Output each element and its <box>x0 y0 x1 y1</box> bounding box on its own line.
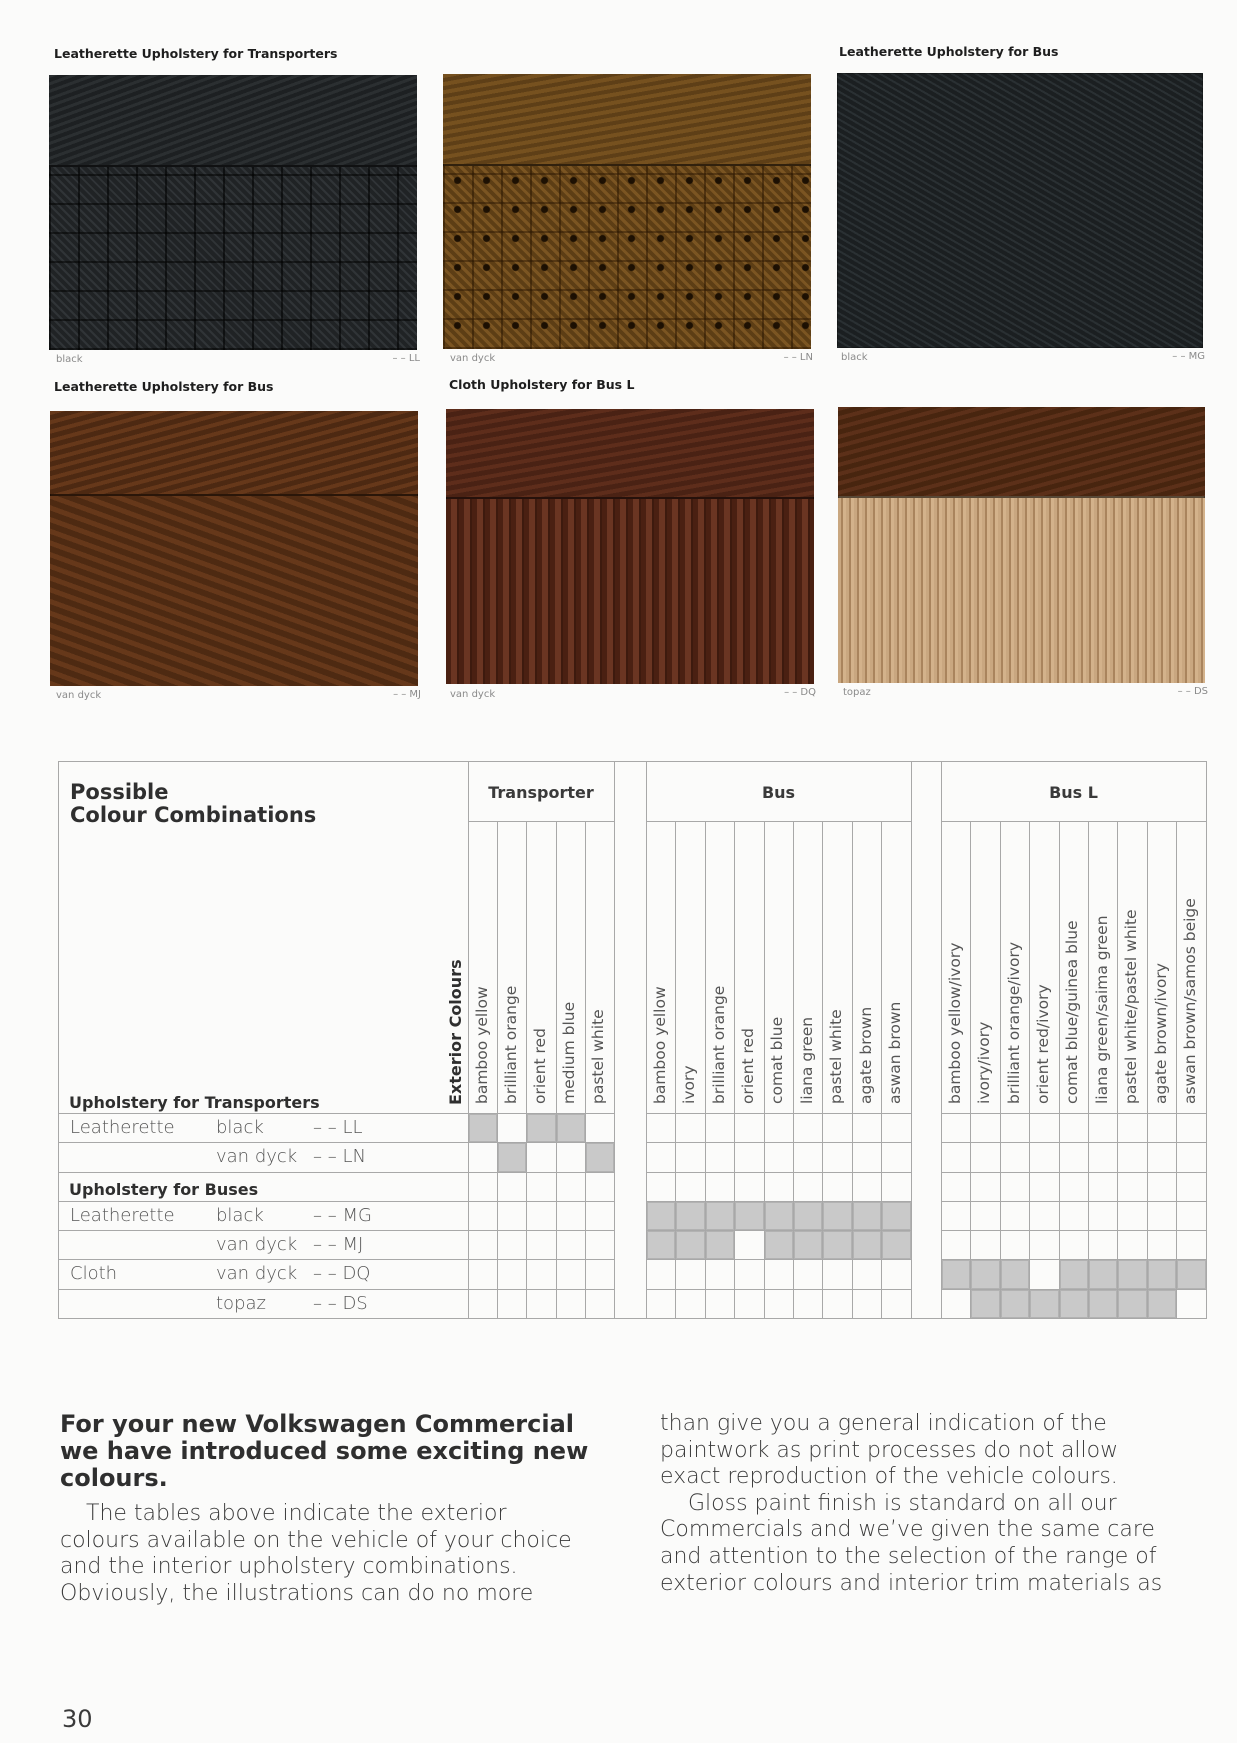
availability-cell-filled <box>1001 1290 1029 1318</box>
table-rule <box>1147 821 1148 1318</box>
availability-cell-filled <box>1148 1260 1176 1289</box>
availability-cell-filled <box>794 1202 822 1230</box>
availability-cell-filled <box>1089 1290 1117 1318</box>
exterior-colour-label: orient red <box>738 1028 757 1104</box>
availability-cell-filled <box>527 1114 556 1142</box>
article-line: colours available on the vehicle of your choice <box>60 1527 572 1553</box>
exterior-colour-label: comat blue/guinea blue <box>1063 920 1082 1104</box>
availability-cell-filled <box>942 1260 970 1289</box>
availability-cell-filled <box>823 1231 852 1259</box>
table-rule <box>646 761 911 762</box>
exterior-colour-label: orient red/ivory <box>1033 984 1052 1104</box>
table-rule <box>646 761 647 1319</box>
table-rule <box>822 821 823 1318</box>
exterior-colour-label: agate brown/ivory <box>1151 963 1170 1104</box>
exterior-colour-label: bamboo yellow <box>472 986 491 1104</box>
swatch-code: – – MJ <box>393 689 421 700</box>
row-colour: van dyck <box>216 1146 298 1167</box>
swatch-heading-cloth-bus-l: Cloth Upholstery for Bus L <box>449 377 635 392</box>
table-rule <box>646 1230 911 1231</box>
exterior-colour-label: pastel white/pastel white <box>1122 909 1141 1104</box>
table-rule <box>941 1318 1206 1319</box>
table-rule <box>468 1230 614 1231</box>
table-rule <box>58 1289 468 1290</box>
section-upholstery-transporters: Upholstery for Transporters <box>69 1093 320 1112</box>
row-material: Leatherette <box>70 1205 175 1226</box>
article-heading <box>60 1411 588 1492</box>
exterior-colour-label: liana green/saima green <box>1092 915 1111 1104</box>
table-rule <box>58 761 1206 762</box>
table-rule <box>646 1172 911 1173</box>
article-line: Gloss paint finish is standard on all our <box>688 1490 1117 1516</box>
table-rule <box>468 761 614 762</box>
exterior-colour-label: comat blue <box>768 1016 787 1104</box>
row-colour: topaz <box>216 1293 266 1314</box>
table-rule <box>1206 761 1207 1319</box>
article-right-column <box>660 1411 1162 1597</box>
availability-cell-filled <box>853 1202 881 1230</box>
table-rule <box>468 1318 614 1319</box>
swatch-van-dyck-mj <box>50 411 418 686</box>
availability-cell-filled <box>794 1231 822 1259</box>
table-rule <box>705 821 706 1318</box>
swatch-black-ll <box>49 75 417 350</box>
table-rule <box>468 1201 614 1202</box>
table-rule <box>58 1142 468 1143</box>
table-rule <box>646 1318 911 1319</box>
swatch-caption: van dyck <box>56 690 102 701</box>
article-heading-line: we have introduced some exciting new <box>60 1437 589 1465</box>
table-rule <box>646 1142 911 1143</box>
availability-cell-filled <box>469 1114 497 1142</box>
exterior-colour-label: brilliant orange/ivory <box>1004 941 1023 1104</box>
availability-cell-filled <box>557 1114 585 1142</box>
availability-cell-filled <box>586 1143 614 1172</box>
exterior-colours-label: Exterior Colours <box>446 959 465 1105</box>
exterior-colour-label: agate brown <box>856 1006 875 1104</box>
article-left-column <box>60 1501 572 1607</box>
availability-cell-filled <box>1118 1260 1147 1289</box>
swatch-caption: van dyck <box>450 353 496 364</box>
table-rule <box>58 1201 468 1202</box>
table-rule <box>646 1289 911 1290</box>
table-rule <box>58 1318 1206 1319</box>
article-line: exterior colours and interior trim materials as <box>660 1570 1163 1596</box>
swatch-heading-transporters: Leatherette Upholstery for Transporters <box>54 46 338 61</box>
article-line: than give you a general indication of the <box>660 1411 1107 1436</box>
article-line: Commercials and we’ve given the same care <box>660 1517 1155 1543</box>
article-line: and attention to the selection of the range of <box>660 1543 1157 1569</box>
exterior-colour-label: orient red <box>531 1028 549 1104</box>
table-rule <box>646 1113 911 1114</box>
exterior-colour-label: bamboo yellow/ivory <box>945 942 964 1104</box>
table-rule <box>970 821 971 1318</box>
table-rule <box>1117 821 1118 1318</box>
table-rule <box>941 821 1206 822</box>
exterior-colour-label: liana green <box>797 1016 816 1104</box>
exterior-colour-label: ivory <box>680 1065 699 1104</box>
table-rule <box>468 1172 614 1173</box>
table-rule <box>468 821 614 822</box>
table-rule <box>585 821 586 1318</box>
exterior-colour-label: pastel white <box>827 1009 846 1104</box>
availability-cell-filled <box>1118 1290 1147 1318</box>
table-rule <box>852 821 853 1318</box>
table-rule <box>734 821 735 1318</box>
table-rule <box>58 1230 468 1231</box>
availability-cell-filled <box>706 1202 734 1230</box>
availability-cell-filled <box>498 1143 526 1172</box>
table-rule <box>1176 821 1177 1318</box>
exterior-colour-label: pastel white <box>589 1009 608 1104</box>
row-code: – – LN <box>313 1146 366 1167</box>
row-code: – – LL <box>313 1117 363 1138</box>
swatch-code: – – DQ <box>784 687 816 698</box>
swatch-topaz-ds <box>838 407 1205 683</box>
article-heading-line: For your new Volkswagen Commercial <box>60 1410 574 1438</box>
table-rule <box>646 1259 911 1260</box>
article-line: The tables above indicate the exterior <box>86 1501 507 1526</box>
table-rule <box>58 1113 468 1114</box>
availability-cell-filled <box>676 1202 705 1230</box>
swatch-code: – – LN <box>783 352 813 363</box>
table-rule <box>941 1259 1206 1260</box>
row-material: Leatherette <box>70 1117 175 1138</box>
table-rule <box>675 821 676 1318</box>
availability-cell-filled <box>1060 1260 1088 1289</box>
swatch-caption: topaz <box>843 687 871 698</box>
table-rule <box>58 1172 468 1173</box>
table-rule <box>646 1201 911 1202</box>
table-rule <box>941 1201 1206 1202</box>
swatch-caption: black <box>841 352 868 363</box>
table-rule <box>793 821 794 1318</box>
availability-cell-filled <box>735 1202 764 1230</box>
table-rule <box>614 761 615 1319</box>
table-title: Possible <box>70 780 169 804</box>
swatch-heading-bus-lower: Leatherette Upholstery for Bus <box>54 379 274 394</box>
exterior-colour-label: aswan brown <box>885 1001 904 1104</box>
availability-cell-filled <box>882 1202 911 1230</box>
row-colour: van dyck <box>216 1263 298 1284</box>
availability-cell-filled <box>765 1231 793 1259</box>
table-rule <box>468 1142 614 1143</box>
swatch-caption: van dyck <box>450 689 496 700</box>
table-rule <box>497 821 498 1318</box>
group-header-bus-l: Bus L <box>1049 783 1098 802</box>
row-colour: black <box>216 1205 264 1226</box>
availability-cell-filled <box>823 1202 852 1230</box>
exterior-colour-label: ivory/ivory <box>975 1021 994 1104</box>
table-rule <box>468 1113 614 1114</box>
table-rule <box>526 821 527 1318</box>
row-code: – – DS <box>313 1293 368 1314</box>
group-header-bus: Bus <box>761 783 796 802</box>
availability-cell-filled <box>1060 1290 1088 1318</box>
availability-cell-filled <box>647 1231 675 1259</box>
table-rule <box>941 761 1206 762</box>
article-line: Obviously, the illustrations can do no more <box>60 1580 534 1606</box>
row-material: Cloth <box>70 1263 118 1284</box>
table-rule <box>941 1230 1206 1231</box>
table-rule <box>1000 821 1001 1318</box>
group-header-transporter: Transporter <box>488 783 594 802</box>
exterior-colour-label: aswan brown/samos beige <box>1180 898 1199 1104</box>
swatch-heading-bus: Leatherette Upholstery for Bus <box>839 44 1059 59</box>
table-title: Colour Combinations <box>70 803 317 827</box>
table-rule <box>556 821 557 1318</box>
table-rule <box>468 761 469 1319</box>
exterior-colour-label: brilliant orange <box>501 985 520 1104</box>
table-rule <box>58 1259 468 1260</box>
availability-cell-filled <box>765 1202 793 1230</box>
availability-cell-filled <box>853 1231 881 1259</box>
table-rule <box>941 761 942 1319</box>
table-rule <box>911 761 912 1319</box>
swatch-code: – – DS <box>1177 686 1208 697</box>
availability-cell-filled <box>647 1202 675 1230</box>
availability-cell-filled <box>882 1231 911 1259</box>
availability-cell-filled <box>1001 1260 1029 1289</box>
swatch-caption: black <box>56 354 83 365</box>
exterior-colour-label: brilliant orange <box>709 985 728 1104</box>
row-code: – – MJ <box>313 1234 364 1255</box>
swatch-code: – – LL <box>392 353 420 364</box>
exterior-colour-label: medium blue <box>560 1001 579 1104</box>
availability-cell-filled <box>1148 1290 1176 1318</box>
section-upholstery-buses: Upholstery for Buses <box>69 1180 259 1199</box>
swatch-code: – – MG <box>1172 351 1205 362</box>
availability-cell-filled <box>1089 1260 1117 1289</box>
article-heading-line: colours. <box>60 1464 168 1492</box>
table-rule <box>941 1113 1206 1114</box>
article-line: paintwork as print processes do not allow <box>660 1437 1119 1463</box>
table-rule <box>58 761 59 1319</box>
table-rule <box>468 1259 614 1260</box>
table-rule <box>764 821 765 1318</box>
row-colour: van dyck <box>216 1234 298 1255</box>
swatch-van-dyck-dq <box>446 409 814 684</box>
table-rule <box>941 1142 1206 1143</box>
availability-cell-filled <box>1177 1260 1206 1289</box>
table-rule <box>941 1172 1206 1173</box>
article-line: and the interior upholstery combinations. <box>60 1554 518 1580</box>
table-rule <box>1059 821 1060 1318</box>
availability-cell-filled <box>706 1231 734 1259</box>
table-rule <box>1088 821 1089 1318</box>
table-rule <box>468 1289 614 1290</box>
table-rule <box>1029 821 1030 1318</box>
article-line: exact reproduction of the vehicle colours. <box>660 1464 1118 1490</box>
table-rule <box>941 1289 1206 1290</box>
row-code: – – DQ <box>313 1263 371 1284</box>
table-rule <box>646 821 911 822</box>
exterior-colour-label: bamboo yellow <box>650 986 669 1104</box>
table-rule <box>881 821 882 1318</box>
row-code: – – MG <box>313 1205 372 1226</box>
swatch-black-mg <box>837 73 1203 348</box>
availability-cell-filled <box>1030 1290 1059 1318</box>
row-colour: black <box>216 1117 264 1138</box>
availability-cell-filled <box>676 1231 705 1259</box>
page-number: 30 <box>62 1705 93 1733</box>
swatch-van-dyck-ln <box>443 74 811 349</box>
availability-cell-filled <box>971 1260 1000 1289</box>
availability-cell-filled <box>971 1290 1000 1318</box>
